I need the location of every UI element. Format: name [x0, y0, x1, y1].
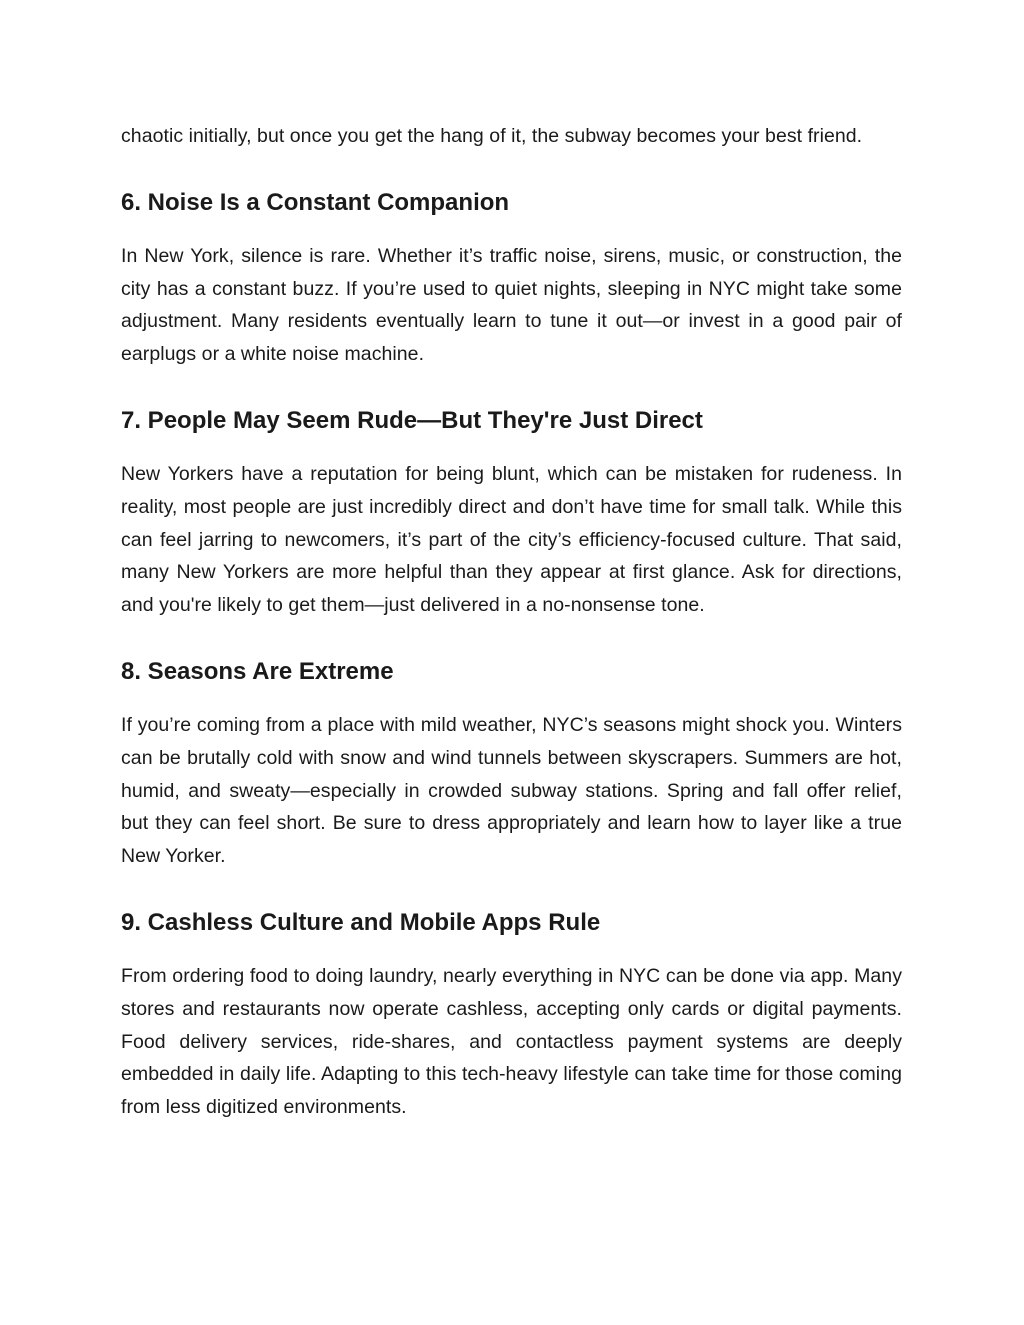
section-paragraph: New Yorkers have a reputation for being blunt, which can be mistaken for rudeness. In reality, most people are just incredibly direct and don’t have time for small talk. While this can feel jarring to newcomers, it’s part of the city’s efficiency-focused culture. That said, many New Yorkers are more helpful than they appear at first glance. Ask for directions, and you're likely to get them—just delivered in a no-nonsense tone. [121, 462, 902, 617]
section-seasons [121, 656, 902, 873]
section-paragraph: In New York, silence is rare. Whether it’s traffic noise, sirens, music, or construction, the city has a constant buzz. If you’re used to quiet nights, sleeping in NYC might take some adjustment. Many residents eventually learn to tune it out—or invest in a good pair of earplugs or a white noise machine. [121, 244, 902, 366]
document-page [121, 120, 902, 1158]
section-paragraph: From ordering food to doing laundry, nearly everything in NYC can be done via app. Many stores and restaurants now operate cashless, accepting only cards or digital payments. Food delivery services, ride-shares, and contactless payment systems are deeply embedded in daily life. Adapting to this tech-heavy lifestyle can take time for those coming from less digitized environments. [121, 964, 902, 1119]
section-paragraph: If you’re coming from a place with mild weather, NYC’s seasons might shock you. Winters can be brutally cold with snow and wind tunnels between skyscrapers. Summers are hot, humid, and sweaty—especially in crowded subway stations. Spring and fall offer relief, but they can feel short. Be sure to dress appropriately and learn how to layer like a true New Yorker. [121, 713, 902, 868]
intro-paragraph: chaotic initially, but once you get the hang of it, the subway becomes your best friend. [121, 125, 863, 147]
section-heading: 7. People May Seem Rude—But They're Just Direct [121, 406, 703, 434]
section-noise [121, 187, 902, 371]
section-people [121, 405, 902, 622]
section-heading: 6. Noise Is a Constant Companion [121, 188, 510, 216]
section-heading: 8. Seasons Are Extreme [121, 657, 394, 685]
section-heading: 9. Cashless Culture and Mobile Apps Rule [121, 908, 601, 936]
section-cashless [121, 907, 902, 1124]
